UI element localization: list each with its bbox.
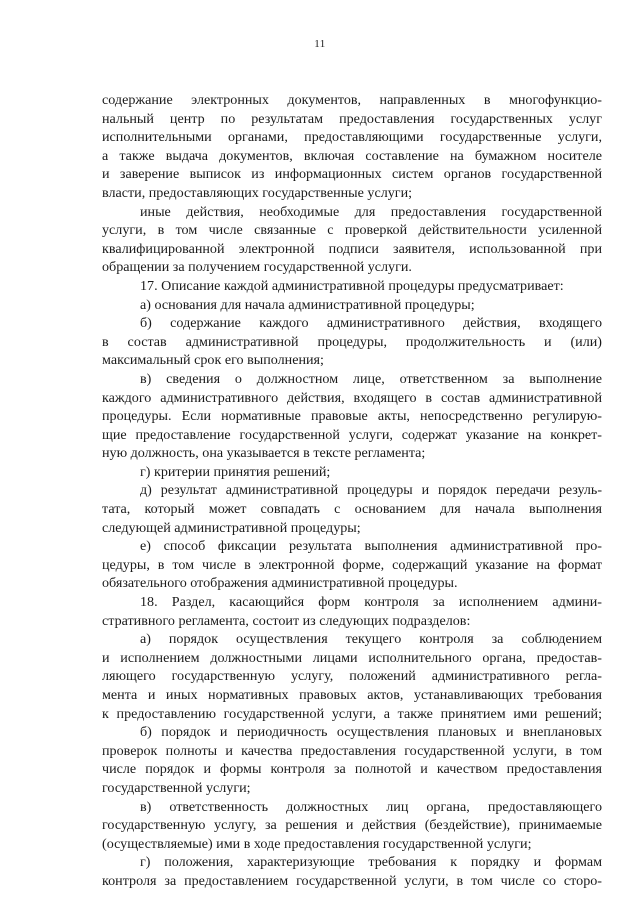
text-line: ную должность, она указывается в тексте регламента; bbox=[102, 445, 426, 462]
text-line: проверок полноты и качества предоставления государственной услуги, в том bbox=[102, 742, 602, 759]
text-line: стративного регламента, состоит из следующих подразделов: bbox=[102, 612, 471, 629]
text-line: а) порядок осуществления текущего контроля за соблюдением bbox=[140, 631, 602, 648]
text-line: исполнительными органами, предоставляющими государственные услуги, bbox=[102, 129, 602, 146]
text-line: максимальный срок его выполнения; bbox=[102, 352, 324, 369]
text-line: 17. Описание каждой административной процедуры предусматривает: bbox=[140, 277, 564, 294]
text-line: цедуры, в том числе в электронной форме, содержащий указание на формат bbox=[102, 556, 602, 573]
text-line: квалифицированной электронной подписи заявителя, использованной при bbox=[102, 240, 602, 257]
text-line: тата, который может совпадать с основанием для начала выполнения bbox=[102, 501, 602, 518]
text-line: контроля за предоставлением государственной услуги, в том числе со сторо- bbox=[102, 872, 602, 889]
text-line: а также выдача документов, включая составление на бумажном носителе bbox=[102, 147, 602, 164]
text-line: щие предоставление государственной услуги, содержат указание на конкрет- bbox=[102, 426, 602, 443]
text-line: в) сведения о должностном лице, ответственном за выполнение bbox=[140, 370, 602, 387]
text-line: обязательного отображения административной процедуры. bbox=[102, 575, 458, 592]
text-line: государственной услуги; bbox=[102, 779, 251, 796]
text-line: обращении за получением государственной услуги. bbox=[102, 259, 412, 276]
text-line: власти, предоставляющих государственные услуги; bbox=[102, 184, 413, 201]
text-line: б) порядок и периодичность осуществления плановых и внеплановых bbox=[140, 724, 602, 741]
document-body bbox=[102, 91, 602, 891]
text-line: в состав административной процедуры, продолжительность и (или) bbox=[102, 333, 602, 350]
text-line: а) основания для начала административной процедуры; bbox=[140, 296, 475, 313]
text-line: нальный центр по результатам предоставления государственных услуг bbox=[102, 110, 602, 127]
text-line: ляющего государственную услугу, положений административного регла- bbox=[102, 668, 602, 685]
text-line: содержание электронных документов, направленных в многофункцио- bbox=[102, 92, 602, 108]
text-line: (осуществляемые) ими в ходе предоставления государственной услуги; bbox=[102, 835, 532, 852]
text-line: и заверение выписок из информационных систем органов государственной bbox=[102, 166, 602, 183]
text-line: услуги, в том числе связанные с проверкой действительности усиленной bbox=[102, 222, 602, 239]
text-line: иные действия, необходимые для предоставления государственной bbox=[140, 203, 602, 220]
page-number: 11 bbox=[314, 38, 326, 50]
text-line: г) критерии принятия решений; bbox=[140, 463, 331, 480]
text-line: процедуры. Если нормативные правовые акты, непосредственно регулирую- bbox=[102, 408, 602, 425]
text-line: 18. Раздел, касающийся форм контроля за исполнением админи- bbox=[140, 594, 602, 611]
text-line: в) ответственность должностных лиц органа, предоставляющего bbox=[140, 798, 602, 815]
text-line: следующей административной процедуры; bbox=[102, 519, 361, 536]
text-line: каждого административного действия, входящего в состав административной bbox=[102, 389, 602, 406]
text-line: мента и иных нормативных правовых актов, устанавливающих требования bbox=[102, 687, 602, 703]
text-line: г) положения, характеризующие требования к порядку и формам bbox=[140, 854, 602, 871]
text-line: государственную услугу, за решения и действия (бездействие), принимаемые bbox=[102, 817, 602, 834]
text-line: е) способ фиксации результата выполнения административной про- bbox=[140, 538, 602, 555]
text-line: к предоставлению государственной услуги, а также принятием ими решений; bbox=[102, 705, 602, 722]
text-line: д) результат административной процедуры и порядок передачи резуль- bbox=[140, 482, 602, 499]
text-line: б) содержание каждого административного действия, входящего bbox=[140, 315, 602, 332]
text-line: числе порядок и формы контроля за полнотой и качеством предоставления bbox=[102, 761, 602, 778]
text-line: и исполнением должностными лицами исполнительного органа, предостав- bbox=[102, 649, 602, 666]
